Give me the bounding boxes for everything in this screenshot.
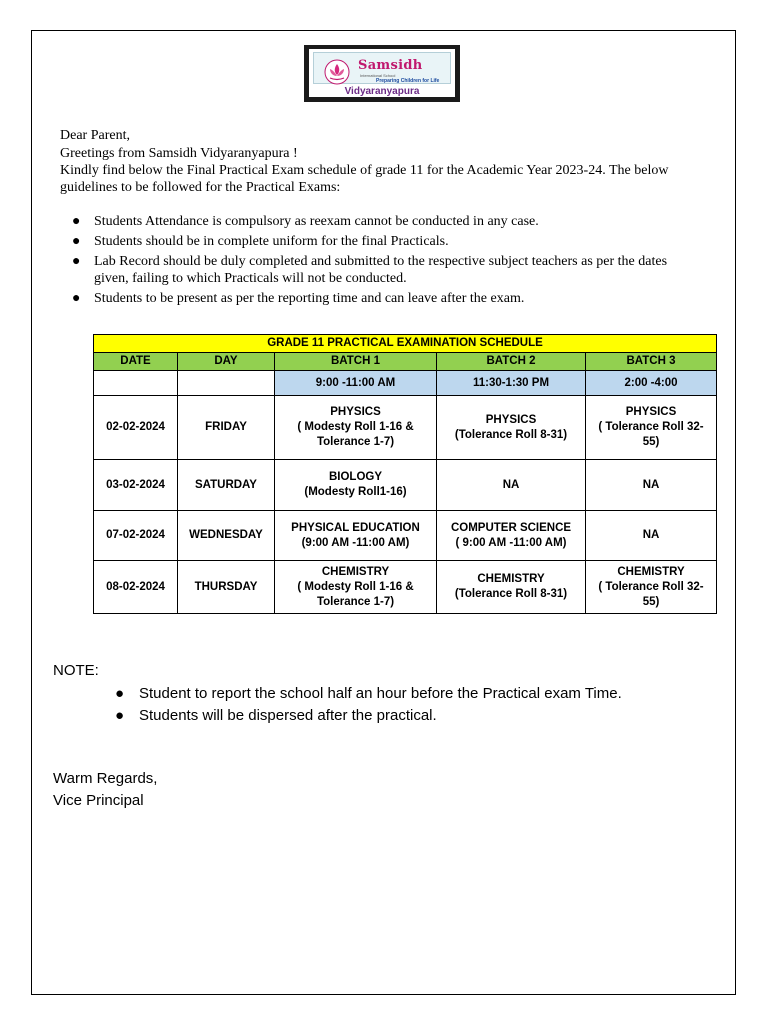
batch-3-cell: NA xyxy=(586,511,717,561)
list-item xyxy=(60,291,700,308)
date-cell: 07-02-2024 xyxy=(94,511,178,561)
list-item xyxy=(113,705,622,727)
logo-tagline: Preparing Children for Life xyxy=(376,78,440,84)
batch-2-cell: CHEMISTRY (Tolerance Roll 8-31) xyxy=(437,561,586,614)
guideline-text: Students should be in complete uniform for the final Practicals. xyxy=(94,234,449,249)
date-cell: 08-02-2024 xyxy=(94,561,178,614)
header-batch-2: BATCH 2 xyxy=(437,353,586,371)
day-cell: WEDNESDAY xyxy=(178,511,275,561)
table-title-row xyxy=(94,335,717,353)
date-cell: 02-02-2024 xyxy=(94,396,178,460)
header-batch-3: BATCH 3 xyxy=(586,353,717,371)
guideline-text: Students to be present as per the reporting time and can leave after the exam. xyxy=(94,290,525,306)
time-batch-2: 11:30-1:30 PM xyxy=(437,371,586,396)
header-day: DAY xyxy=(178,353,275,371)
guidelines-list xyxy=(60,214,700,311)
batch-1-cell: PHYSICAL EDUCATION (9:00 AM -11:00 AM) xyxy=(275,511,437,561)
bullet-icon: ● xyxy=(72,214,81,229)
batch-3-cell: CHEMISTRY ( Tolerance Roll 32- 55) xyxy=(586,561,717,614)
table-header-row xyxy=(94,353,717,371)
batch-1-cell: PHYSICS ( Modesty Roll 1-16 & Tolerance 1-7) xyxy=(275,396,437,460)
day-cell: FRIDAY xyxy=(178,396,275,460)
batch-2-cell: NA xyxy=(437,460,586,511)
guideline-text: Lab Record should be duly completed and submitted to the respective subject teachers as per the dates given, failing to which Practicals will not be conducted. xyxy=(94,254,668,286)
batch-3-cell: PHYSICS ( Tolerance Roll 32- 55) xyxy=(586,396,717,460)
table-row xyxy=(94,396,717,460)
bullet-icon: ● xyxy=(72,290,81,306)
table-row xyxy=(94,460,717,511)
guideline-text: Students Attendance is compulsory as reexam cannot be conducted in any case. xyxy=(94,214,539,229)
note-text: Students will be dispersed after the practical. xyxy=(139,707,437,724)
batch-1-cell: CHEMISTRY ( Modesty Roll 1-16 & Tolerance 1-7) xyxy=(275,561,437,614)
table-row xyxy=(94,511,717,561)
batch-2-cell: COMPUTER SCIENCE ( 9:00 AM -11:00 AM) xyxy=(437,511,586,561)
table-title: GRADE 11 PRACTICAL EXAMINATION SCHEDULE xyxy=(94,335,717,353)
signatory: Vice Principal xyxy=(53,792,144,809)
header-batch-1: BATCH 1 xyxy=(275,353,437,371)
bullet-icon: ● xyxy=(115,685,125,702)
batch-3-cell: NA xyxy=(586,460,717,511)
empty-cell xyxy=(94,371,178,396)
empty-cell xyxy=(178,371,275,396)
date-cell: 03-02-2024 xyxy=(94,460,178,511)
regards-text: Warm Regards, xyxy=(53,770,158,787)
logo-banner xyxy=(313,52,451,84)
table-row xyxy=(94,561,717,614)
notes-list xyxy=(113,683,622,727)
logo-campus: Vidyaranyapura xyxy=(344,86,420,97)
list-item xyxy=(60,254,669,287)
list-item xyxy=(60,234,700,251)
day-cell: SATURDAY xyxy=(178,460,275,511)
note-label: NOTE: xyxy=(53,662,99,679)
batch-1-cell: BIOLOGY (Modesty Roll1-16) xyxy=(275,460,437,511)
lotus-emblem-icon xyxy=(324,59,350,85)
salutation: Dear Parent, xyxy=(60,128,130,143)
bullet-icon: ● xyxy=(115,707,125,724)
bullet-icon: ● xyxy=(72,254,81,269)
list-item xyxy=(60,214,700,231)
schedule-table xyxy=(93,334,717,614)
greeting: Greetings from Samsidh Vidyaranyapura ! xyxy=(60,146,298,161)
closing xyxy=(53,768,157,812)
logo-small-tagline: International School xyxy=(360,73,396,78)
intro-paragraph: Kindly find below the Final Practical Exam schedule of grade 11 for the Academic Year 2023-24. The below guidelines to be followed for the Practical Exams: xyxy=(60,163,669,195)
list-item xyxy=(113,683,622,705)
school-logo xyxy=(304,45,460,102)
logo-name: Samsidh xyxy=(358,58,423,73)
note-text: Student to report the school half an hour before the Practical exam Time. xyxy=(139,685,622,702)
time-row xyxy=(94,371,717,396)
time-batch-1: 9:00 -11:00 AM xyxy=(275,371,437,396)
batch-2-cell: PHYSICS (Tolerance Roll 8-31) xyxy=(437,396,586,460)
day-cell: THURSDAY xyxy=(178,561,275,614)
time-batch-3: 2:00 -4:00 xyxy=(586,371,717,396)
bullet-icon: ● xyxy=(72,234,81,249)
header-date: DATE xyxy=(94,353,178,371)
